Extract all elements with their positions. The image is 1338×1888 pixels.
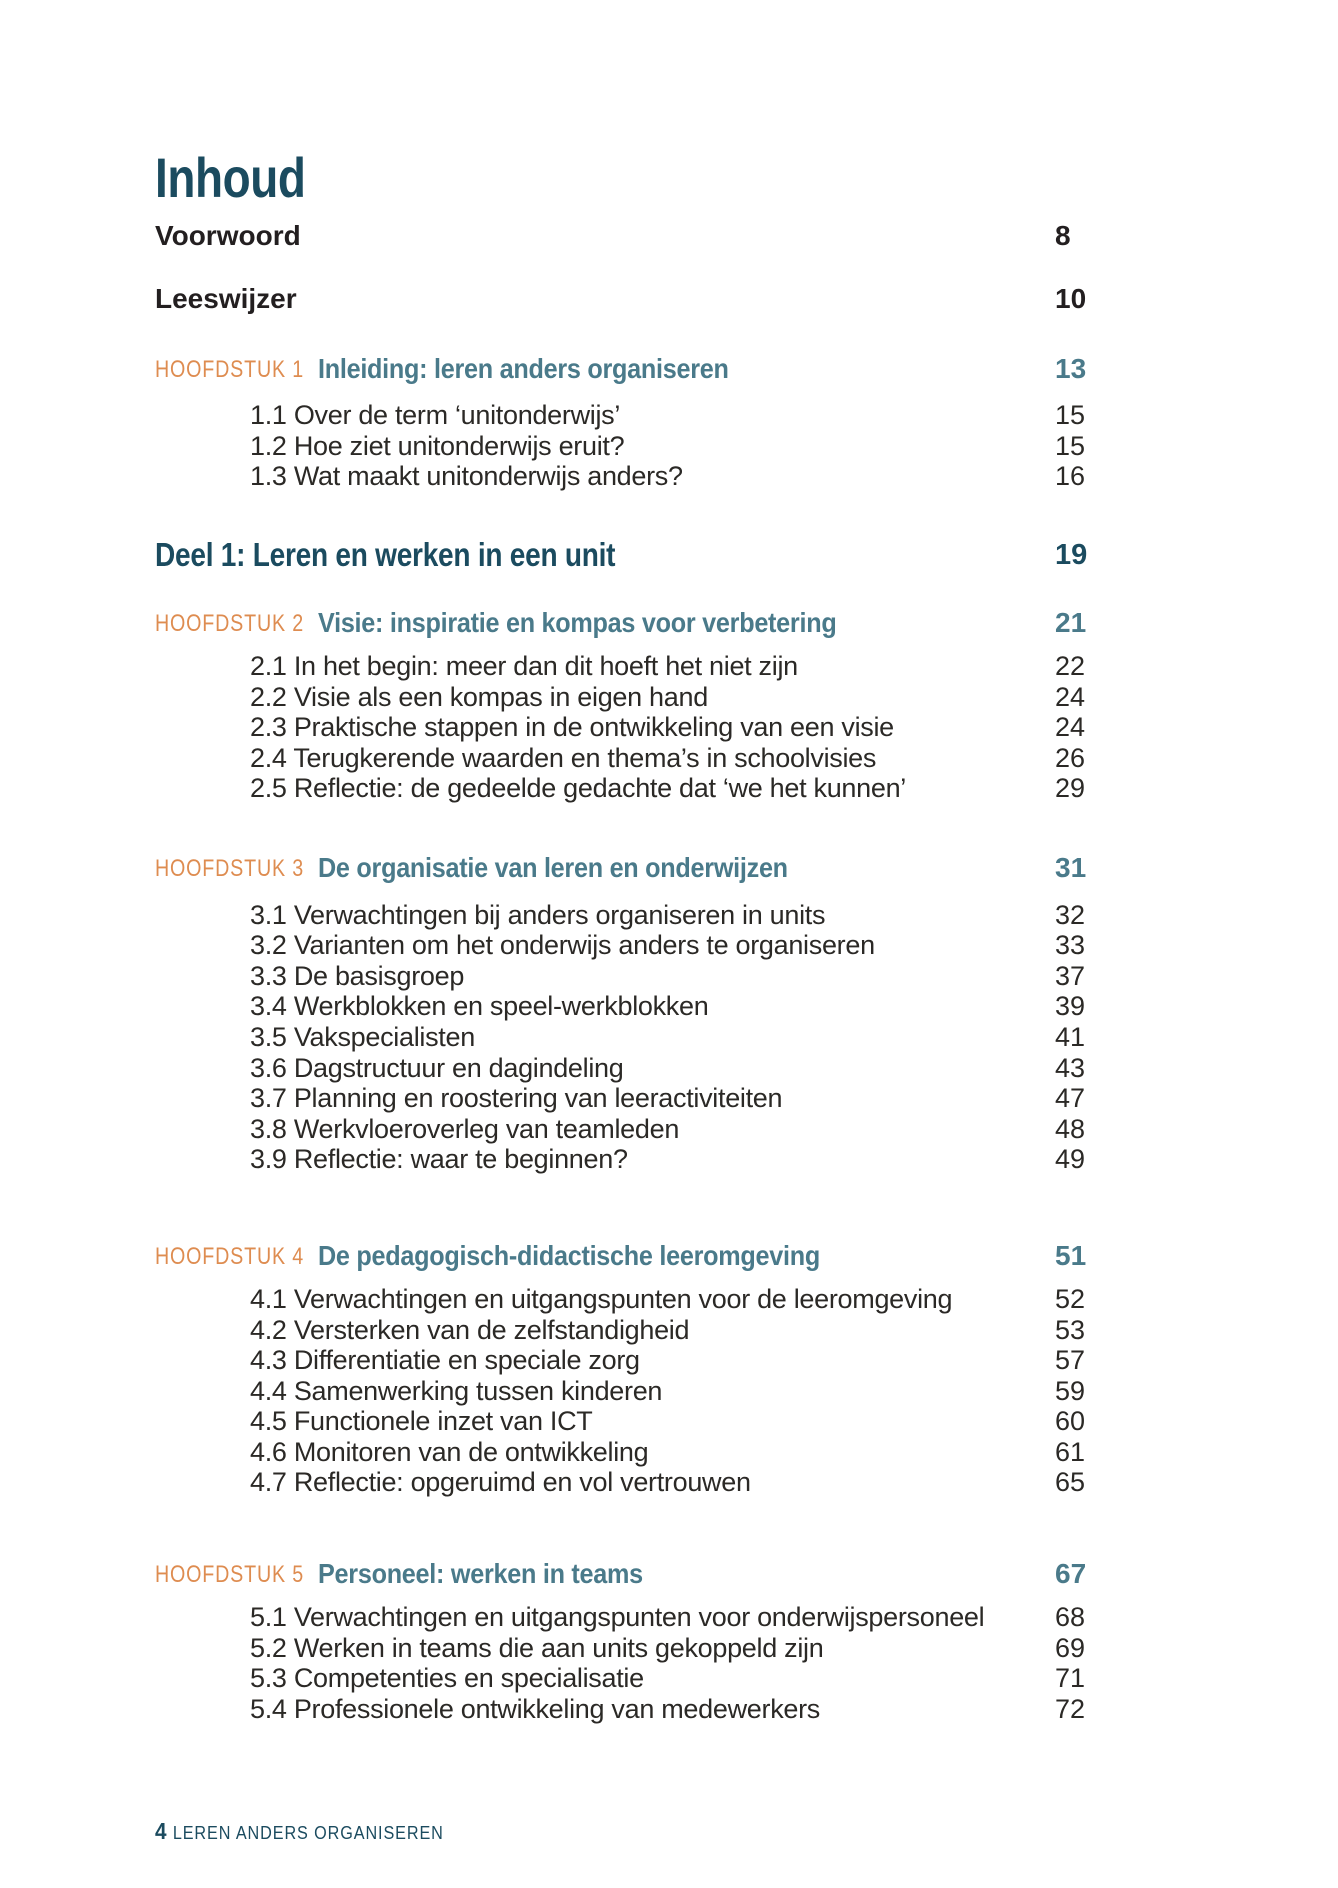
part-page-number: 19 [1055,539,1088,571]
subentry-label: 5.2 Werken in teams die aan units gekoppeld zijn [250,1633,824,1663]
chapter-kicker: HOOFDSTUK 2 [155,610,304,637]
chapter-title: Visie: inspiratie en kompas voor verbetering [318,607,837,638]
subentry-page-number: 61 [1055,1437,1086,1467]
subentry-page-number: 24 [1055,712,1086,742]
subentry-label: 4.3 Differentiatie en speciale zorg [250,1345,640,1375]
subentry-label: 2.3 Praktische stappen in de ontwikkeling van een visie [250,712,894,742]
subentry-page-number: 47 [1055,1083,1086,1113]
subentry-page-number: 71 [1055,1663,1086,1693]
subentry-page-number: 53 [1055,1315,1086,1345]
subentry-label: 2.5 Reflectie: de gedeelde gedachte dat ‘we het kunnen’ [250,773,906,803]
subentry-page-number: 69 [1055,1633,1086,1663]
subentry-page-number: 49 [1055,1144,1086,1174]
subentry-page-number: 43 [1055,1053,1086,1083]
footer [155,1818,444,1845]
subentry-label: 5.4 Professionele ontwikkeling van medewerkers [250,1694,820,1724]
toc-front-page-number: 10 [1055,283,1087,314]
chapter-page-number: 67 [1055,1558,1087,1589]
chapter-title: De organisatie van leren en onderwijzen [318,852,788,883]
subentry-label: 3.5 Vakspecialisten [250,1022,475,1052]
subentry-page-number: 68 [1055,1602,1086,1632]
subentry-label: 3.8 Werkvloeroverleg van teamleden [250,1114,680,1144]
subentry-label: 3.6 Dagstructuur en dagindeling [250,1053,624,1083]
chapter-kicker: HOOFDSTUK 3 [155,855,304,882]
subentry-label: 2.2 Visie als een kompas in eigen hand [250,682,708,712]
chapter-page-number: 51 [1055,1240,1087,1271]
toc-front-label: Voorwoord [155,220,301,251]
chapter-kicker: HOOFDSTUK 1 [155,356,304,383]
part-heading-label: Deel 1: Leren en werken in een unit [155,536,616,573]
subentry-page-number: 15 [1055,431,1086,461]
subentry-label: 4.7 Reflectie: opgeruimd en vol vertrouwen [250,1467,751,1497]
chapter-title: Personeel: werken in teams [318,1558,643,1589]
subentry-page-number: 26 [1055,743,1086,773]
subentry-page-number: 15 [1055,400,1086,430]
subentry-page-number: 57 [1055,1345,1086,1375]
subentry-label: 3.1 Verwachtingen bij anders organiseren in units [250,900,826,930]
subentry-label: 3.3 De basisgroep [250,961,465,991]
subentry-label: 1.3 Wat maakt unitonderwijs anders? [250,461,683,491]
subentry-label: 1.1 Over de term ‘unitonderwijs’ [250,400,621,430]
chapter-page-number: 13 [1055,353,1087,384]
subentry-label: 3.4 Werkblokken en speel-werkblokken [250,991,709,1021]
subentry-page-number: 37 [1055,961,1086,991]
subentry-label: 4.2 Versterken van de zelfstandigheid [250,1315,690,1345]
chapter-kicker: HOOFDSTUK 4 [155,1243,304,1270]
subentry-page-number: 24 [1055,682,1086,712]
chapter-page-number: 31 [1055,852,1087,883]
subentry-page-number: 48 [1055,1114,1086,1144]
toc-front-label: Leeswijzer [155,283,297,314]
subentry-page-number: 33 [1055,930,1086,960]
footer-page-number: 4 [155,1818,167,1844]
page-title: Inhoud [155,146,306,209]
subentry-page-number: 65 [1055,1467,1086,1497]
subentry-label: 3.7 Planning en roostering van leeractiviteiten [250,1083,783,1113]
subentry-label: 3.9 Reflectie: waar te beginnen? [250,1144,628,1174]
subentry-page-number: 59 [1055,1376,1086,1406]
subentry-label: 4.5 Functionele inzet van ICT [250,1406,593,1436]
subentry-page-number: 22 [1055,651,1086,681]
subentry-label: 4.1 Verwachtingen en uitgangspunten voor de leeromgeving [250,1284,953,1314]
toc-front-page-number: 8 [1055,220,1071,251]
subentry-label: 4.6 Monitoren van de ontwikkeling [250,1437,649,1467]
chapter-page-number: 21 [1055,607,1087,638]
subentry-label: 5.1 Verwachtingen en uitgangspunten voor onderwijspersoneel [250,1602,985,1632]
subentry-page-number: 41 [1055,1022,1086,1052]
footer-book-title: LEREN ANDERS ORGANISEREN [172,1823,444,1843]
subentry-label: 2.1 In het begin: meer dan dit hoeft het niet zijn [250,651,798,681]
chapter-kicker: HOOFDSTUK 5 [155,1561,304,1588]
subentry-page-number: 60 [1055,1406,1086,1436]
subentry-page-number: 32 [1055,900,1086,930]
subentry-page-number: 16 [1055,461,1086,491]
chapter-title: Inleiding: leren anders organiseren [318,353,729,384]
chapter-title: De pedagogisch-didactische leeromgeving [318,1240,821,1271]
subentry-label: 4.4 Samenwerking tussen kinderen [250,1376,663,1406]
subentry-page-number: 39 [1055,991,1086,1021]
subentry-page-number: 52 [1055,1284,1086,1314]
subentry-page-number: 72 [1055,1694,1086,1724]
subentry-label: 3.2 Varianten om het onderwijs anders te organiseren [250,930,875,960]
subentry-page-number: 29 [1055,773,1086,803]
subentry-label: 5.3 Competenties en specialisatie [250,1663,644,1693]
subentry-label: 1.2 Hoe ziet unitonderwijs eruit? [250,431,625,461]
subentry-label: 2.4 Terugkerende waarden en thema’s in schoolvisies [250,743,877,773]
